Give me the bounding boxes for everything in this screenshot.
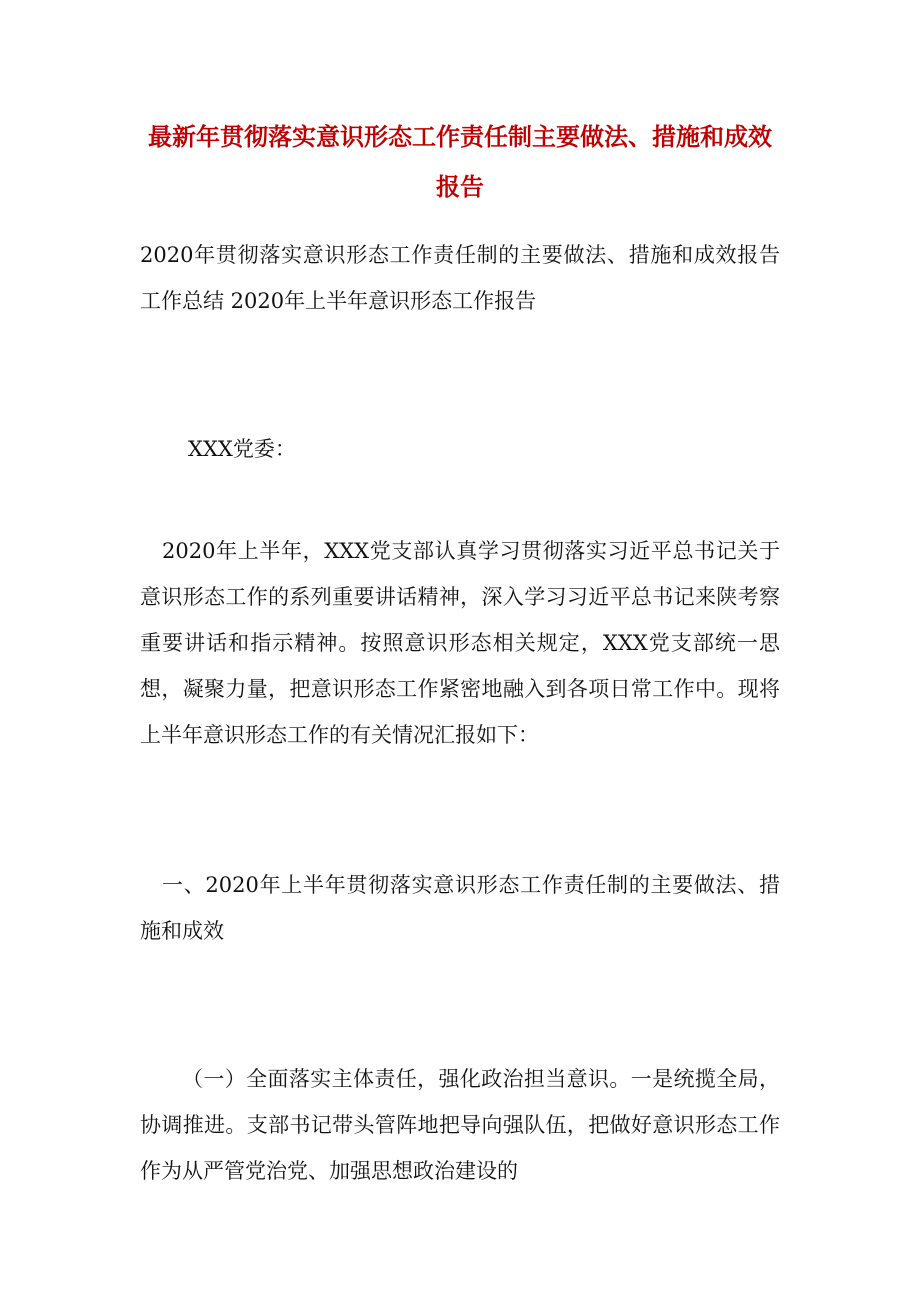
salutation: XXX党委： [188, 437, 296, 461]
document-subtitle: 2020年贯彻落实意识形态工作责任制的主要做法、措施和成效报告工作总结 2020年上半年意识形态工作报告 [140, 243, 780, 313]
document-title: 最新年贯彻落实意识形态工作责任制主要做法、措施和成效报告 [148, 123, 772, 201]
paragraph-intro: 2020年上半年，XXX党支部认真学习贯彻落实习近平总书记关于意识形态工作的系列重要讲话精神，深入学习习近平总书记来陕考察重要讲话和指示精神。按照意识形态相关规定，XXX党支部统一思想，凝聚力量，把意识形态工作紧密地融入到各项日常工作中。现将上半年意识形态工作的有关情况汇报如下： [140, 539, 780, 747]
paragraph-section-1: （一）全面落实主体责任，强化政治担当意识。一是统揽全局，协调推进。支部书记带头管阵地把导向强队伍，把做好意识形态工作作为从严管党治党、加强思想政治建设的 [140, 1067, 780, 1183]
section-heading-1: 一、2020年上半年贯彻落实意识形态工作责任制的主要做法、措施和成效 [140, 873, 780, 943]
